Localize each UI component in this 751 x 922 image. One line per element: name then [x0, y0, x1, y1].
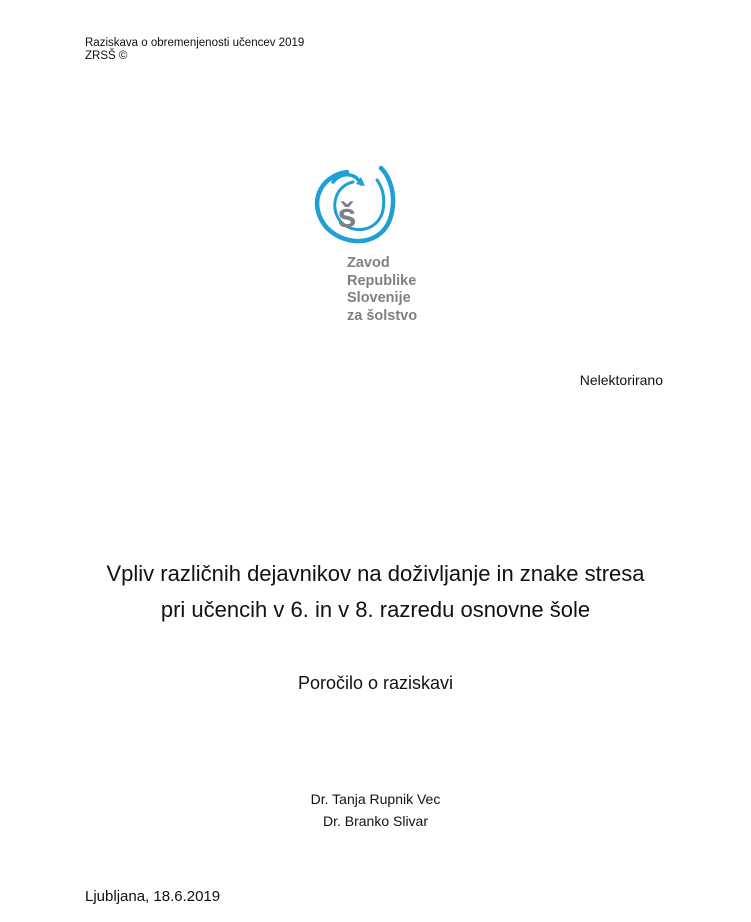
title-line-1: Vpliv različnih dejavnikov na doživljanje in znake stresa	[106, 561, 645, 586]
logo-line: za šolstvo	[347, 307, 418, 324]
title-line-2: pri učencih v 6. in v 8. razredu osnovne šole	[160, 597, 591, 622]
document-title	[0, 556, 751, 628]
logo-line: Republike	[347, 272, 417, 289]
header-line-title: Raziskava o obremenjenosti učencev 2019	[85, 37, 305, 49]
zrss-logo	[305, 160, 435, 325]
author-name: Dr. Branko Slivar	[322, 813, 429, 829]
document-subtitle: Poročilo o raziskavi	[297, 673, 454, 693]
authors	[0, 788, 751, 832]
author-name: Dr. Tanja Rupnik Vec	[310, 791, 441, 807]
zrss-logo-icon	[305, 160, 435, 260]
document-header	[85, 37, 304, 63]
logo-line: Zavod	[347, 255, 390, 271]
logo-wordmark	[347, 255, 417, 325]
place-date: Ljubljana, 18.6.2019	[85, 888, 221, 905]
logo-letter: š	[337, 197, 357, 235]
lector-note: Nelektorirano	[579, 372, 663, 388]
header-line-copyright: ZRSŠ ©	[85, 50, 128, 62]
logo-line: Slovenije	[347, 290, 411, 306]
